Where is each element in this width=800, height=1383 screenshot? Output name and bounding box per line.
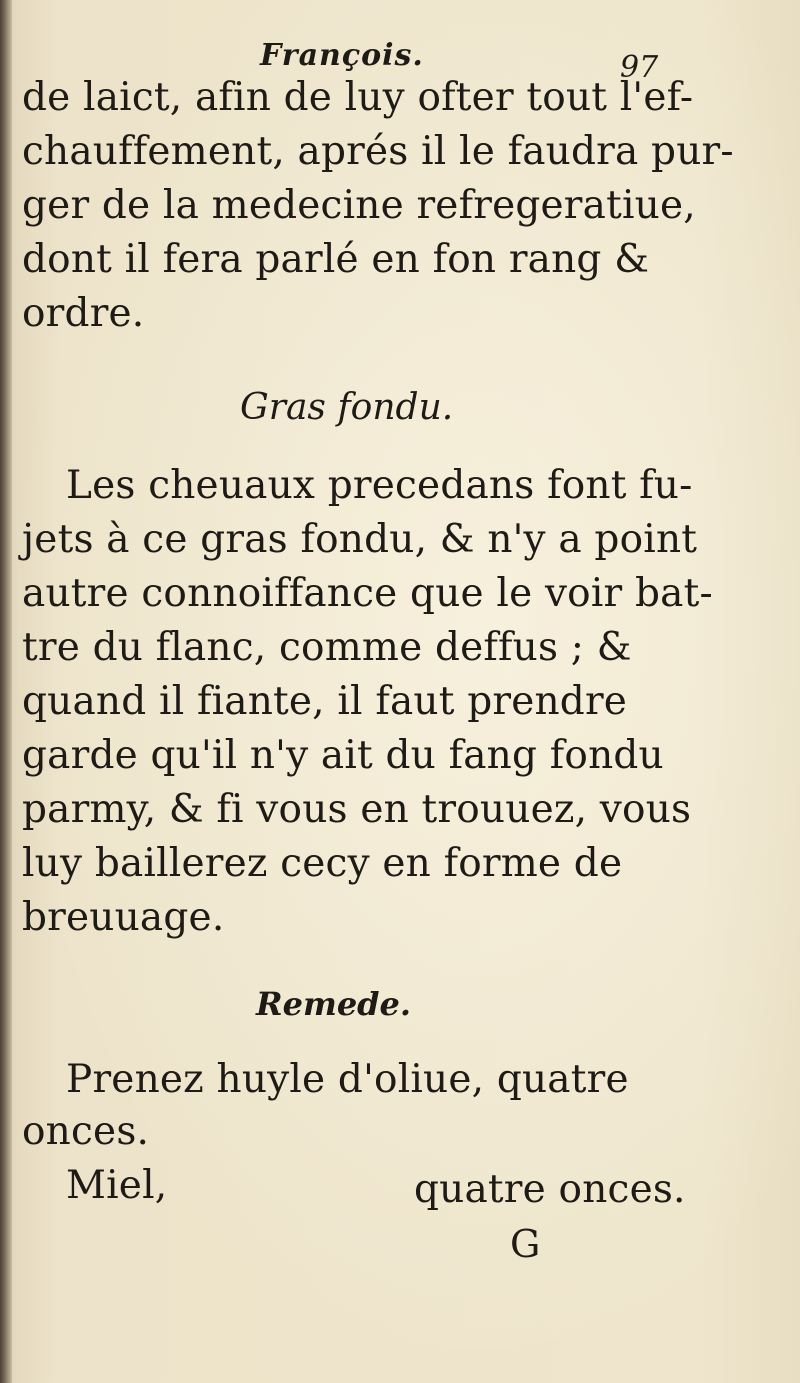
text-line: chauffement, aprés il le faudra pur- bbox=[22, 129, 734, 174]
running-head: François. bbox=[260, 38, 424, 73]
text-line: ger de la medecine refregeratiue, bbox=[22, 183, 696, 228]
page-binding-shadow bbox=[0, 0, 12, 1383]
text-line: de laict, afin de luy ofter tout l'ef- bbox=[22, 75, 694, 120]
text-line: jets à ce gras fondu, & n'y a point bbox=[22, 517, 698, 562]
text-line: luy baillerez cecy en forme de bbox=[22, 841, 623, 886]
recipe-item-amount: quatre onces. bbox=[414, 1167, 686, 1212]
text-line: garde qu'il n'y ait du fang fondu bbox=[22, 733, 664, 778]
text-line: parmy, & fi vous en trouuez, vous bbox=[22, 787, 692, 832]
recipe-item-name: Miel, bbox=[66, 1163, 168, 1208]
text-line: dont il fera parlé en fon rang & bbox=[22, 237, 650, 282]
text-line: Prenez huyle d'oliue, quatre bbox=[66, 1057, 629, 1102]
page-number: 97 bbox=[620, 50, 659, 85]
text-line: ordre. bbox=[22, 291, 145, 336]
text-line: autre connoiffance que le voir bat- bbox=[22, 571, 713, 616]
text-line: tre du flanc, comme deffus ; & bbox=[22, 625, 632, 670]
text-line: breuuage. bbox=[22, 895, 225, 940]
page-text-block bbox=[22, 0, 734, 1383]
section-heading-remede: Remede. bbox=[256, 985, 412, 1023]
text-line: onces. bbox=[22, 1109, 150, 1154]
text-line: quand il fiante, il faut prendre bbox=[22, 679, 628, 724]
text-line: Les cheuaux precedans font fu- bbox=[66, 463, 693, 508]
section-heading-gras-fondu: Gras fondu. bbox=[240, 387, 454, 428]
signature-mark: G bbox=[510, 1222, 541, 1266]
